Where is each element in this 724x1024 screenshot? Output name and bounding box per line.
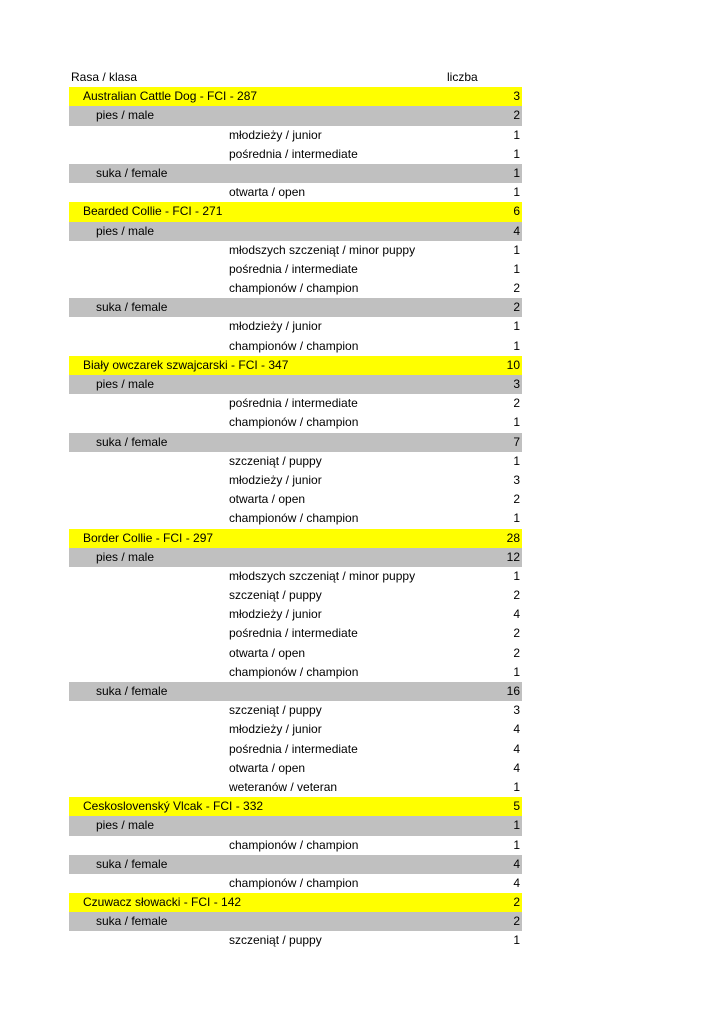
class-row <box>69 836 522 855</box>
row-count: 1 <box>513 818 520 833</box>
breed-row <box>69 893 522 912</box>
class-row <box>69 931 522 950</box>
row-count: 7 <box>513 434 520 449</box>
row-label: młodzieży / junior <box>229 722 322 737</box>
row-label: championów / champion <box>229 664 359 679</box>
class-row <box>69 740 522 759</box>
row-label: championów / champion <box>229 837 359 852</box>
class-row <box>69 260 522 279</box>
row-label: otwarta / open <box>229 492 306 507</box>
row-label: otwarta / open <box>229 185 306 200</box>
sex-row <box>69 222 522 241</box>
class-row <box>69 394 522 413</box>
class-row <box>69 586 522 605</box>
row-label: Australian Cattle Dog - FCI - 287 <box>83 89 258 104</box>
row-label: pies / male <box>96 549 155 564</box>
header-breed-class: Rasa / klasa <box>71 70 138 84</box>
row-label: szczeniąt / puppy <box>229 703 322 718</box>
class-row <box>69 337 522 356</box>
row-label: Border Collie - FCI - 297 <box>83 530 214 545</box>
row-count: 1 <box>513 779 520 794</box>
class-row <box>69 624 522 643</box>
row-count: 1 <box>513 146 520 161</box>
sex-row <box>69 682 522 701</box>
row-label: championów / champion <box>229 415 359 430</box>
table-header <box>69 68 522 87</box>
row-count: 1 <box>513 242 520 257</box>
row-label: suka / female <box>96 914 168 929</box>
row-count: 5 <box>513 799 520 814</box>
class-row <box>69 490 522 509</box>
row-label: szczeniąt / puppy <box>229 933 322 948</box>
class-row <box>69 701 522 720</box>
sex-row <box>69 164 522 183</box>
row-label: Ceskoslovenský Vlcak - FCI - 332 <box>83 799 264 814</box>
class-row <box>69 317 522 336</box>
row-label: weteranów / veteran <box>229 779 338 794</box>
class-row <box>69 509 522 528</box>
row-count: 4 <box>513 223 520 238</box>
row-count: 3 <box>513 377 520 391</box>
row-count: 2 <box>513 914 520 929</box>
row-label: Biały owczarek szwajcarski - FCI - 347 <box>83 357 289 372</box>
row-label: championów / champion <box>229 281 359 296</box>
row-label: pies / male <box>96 377 155 391</box>
row-label: młodzieży / junior <box>229 319 322 334</box>
row-count: 2 <box>513 108 520 123</box>
row-count: 1 <box>513 261 520 276</box>
class-row <box>69 720 522 739</box>
row-label: championów / champion <box>229 511 359 526</box>
row-count: 1 <box>513 837 520 852</box>
row-count: 4 <box>513 607 520 622</box>
row-label: młodszych szczeniąt / minor puppy <box>229 568 416 583</box>
row-count: 2 <box>513 492 520 507</box>
row-label: młodzieży / junior <box>229 127 322 142</box>
breed-row <box>69 797 522 816</box>
class-row <box>69 145 522 164</box>
row-count: 3 <box>513 89 520 104</box>
row-count: 1 <box>513 664 520 679</box>
class-row <box>69 759 522 778</box>
row-label: pies / male <box>96 818 155 833</box>
row-label: otwarta / open <box>229 645 306 660</box>
row-label: Czuwacz słowacki - FCI - 142 <box>83 895 242 910</box>
row-count: 1 <box>513 511 520 526</box>
class-row <box>69 279 522 298</box>
row-count: 16 <box>506 684 520 698</box>
row-count: 1 <box>513 319 520 334</box>
row-count: 2 <box>513 588 520 603</box>
class-row <box>69 644 522 663</box>
row-count: 2 <box>513 626 520 641</box>
header-count: liczba <box>447 70 478 84</box>
row-label: pośrednia / intermediate <box>229 146 358 161</box>
row-label: szczeniąt / puppy <box>229 588 322 603</box>
class-row <box>69 241 522 260</box>
class-row <box>69 778 522 797</box>
row-label: suka / female <box>96 434 168 449</box>
row-label: suka / female <box>96 165 168 180</box>
sex-row <box>69 433 522 452</box>
entries-table <box>69 68 522 951</box>
breed-row <box>69 202 522 221</box>
class-row <box>69 605 522 624</box>
class-row <box>69 413 522 432</box>
row-label: Bearded Collie - FCI - 271 <box>83 204 223 219</box>
row-count: 4 <box>513 741 520 756</box>
row-count: 6 <box>513 204 520 219</box>
breed-row <box>69 529 522 548</box>
row-count: 4 <box>513 722 520 737</box>
row-label: młodszych szczeniąt / minor puppy <box>229 242 416 257</box>
row-count: 2 <box>513 895 520 910</box>
row-count: 2 <box>513 645 520 660</box>
row-count: 1 <box>513 453 520 468</box>
row-count: 4 <box>513 856 520 871</box>
sex-row <box>69 106 522 125</box>
class-row <box>69 183 522 202</box>
row-label: pośrednia / intermediate <box>229 396 358 411</box>
sex-row <box>69 816 522 835</box>
table-body <box>69 87 522 950</box>
row-label: młodzieży / junior <box>229 472 322 487</box>
row-label: otwarta / open <box>229 760 306 775</box>
class-row <box>69 126 522 145</box>
breed-row <box>69 87 522 106</box>
row-count: 3 <box>513 472 520 487</box>
sex-row <box>69 855 522 874</box>
row-label: championów / champion <box>229 338 359 353</box>
row-count: 4 <box>513 875 520 890</box>
row-label: pies / male <box>96 108 155 123</box>
row-count: 1 <box>513 185 520 200</box>
row-label: pośrednia / intermediate <box>229 626 358 641</box>
row-count: 1 <box>513 165 520 180</box>
row-count: 1 <box>513 568 520 583</box>
row-label: pośrednia / intermediate <box>229 741 358 756</box>
sex-row <box>69 375 522 394</box>
sex-row <box>69 912 522 931</box>
row-count: 1 <box>513 933 520 948</box>
row-label: suka / female <box>96 300 168 315</box>
row-count: 12 <box>506 549 520 564</box>
row-count: 2 <box>513 281 520 296</box>
row-count: 1 <box>513 415 520 430</box>
row-count: 3 <box>513 703 520 718</box>
row-label: młodzieży / junior <box>229 607 322 622</box>
row-label: suka / female <box>96 684 168 698</box>
row-label: pośrednia / intermediate <box>229 261 358 276</box>
row-count: 2 <box>513 300 520 315</box>
row-label: pies / male <box>96 223 155 238</box>
breed-row <box>69 356 522 375</box>
sex-row <box>69 548 522 567</box>
row-count: 4 <box>513 760 520 775</box>
row-count: 2 <box>513 396 520 411</box>
row-label: championów / champion <box>229 875 359 890</box>
class-row <box>69 452 522 471</box>
row-count: 1 <box>513 127 520 142</box>
class-row <box>69 663 522 682</box>
row-count: 28 <box>506 530 520 545</box>
class-row <box>69 567 522 586</box>
row-count: 1 <box>513 338 520 353</box>
class-row <box>69 471 522 490</box>
class-row <box>69 874 522 893</box>
row-label: szczeniąt / puppy <box>229 453 322 468</box>
row-label: suka / female <box>96 856 168 871</box>
sex-row <box>69 298 522 317</box>
row-count: 10 <box>506 357 520 372</box>
